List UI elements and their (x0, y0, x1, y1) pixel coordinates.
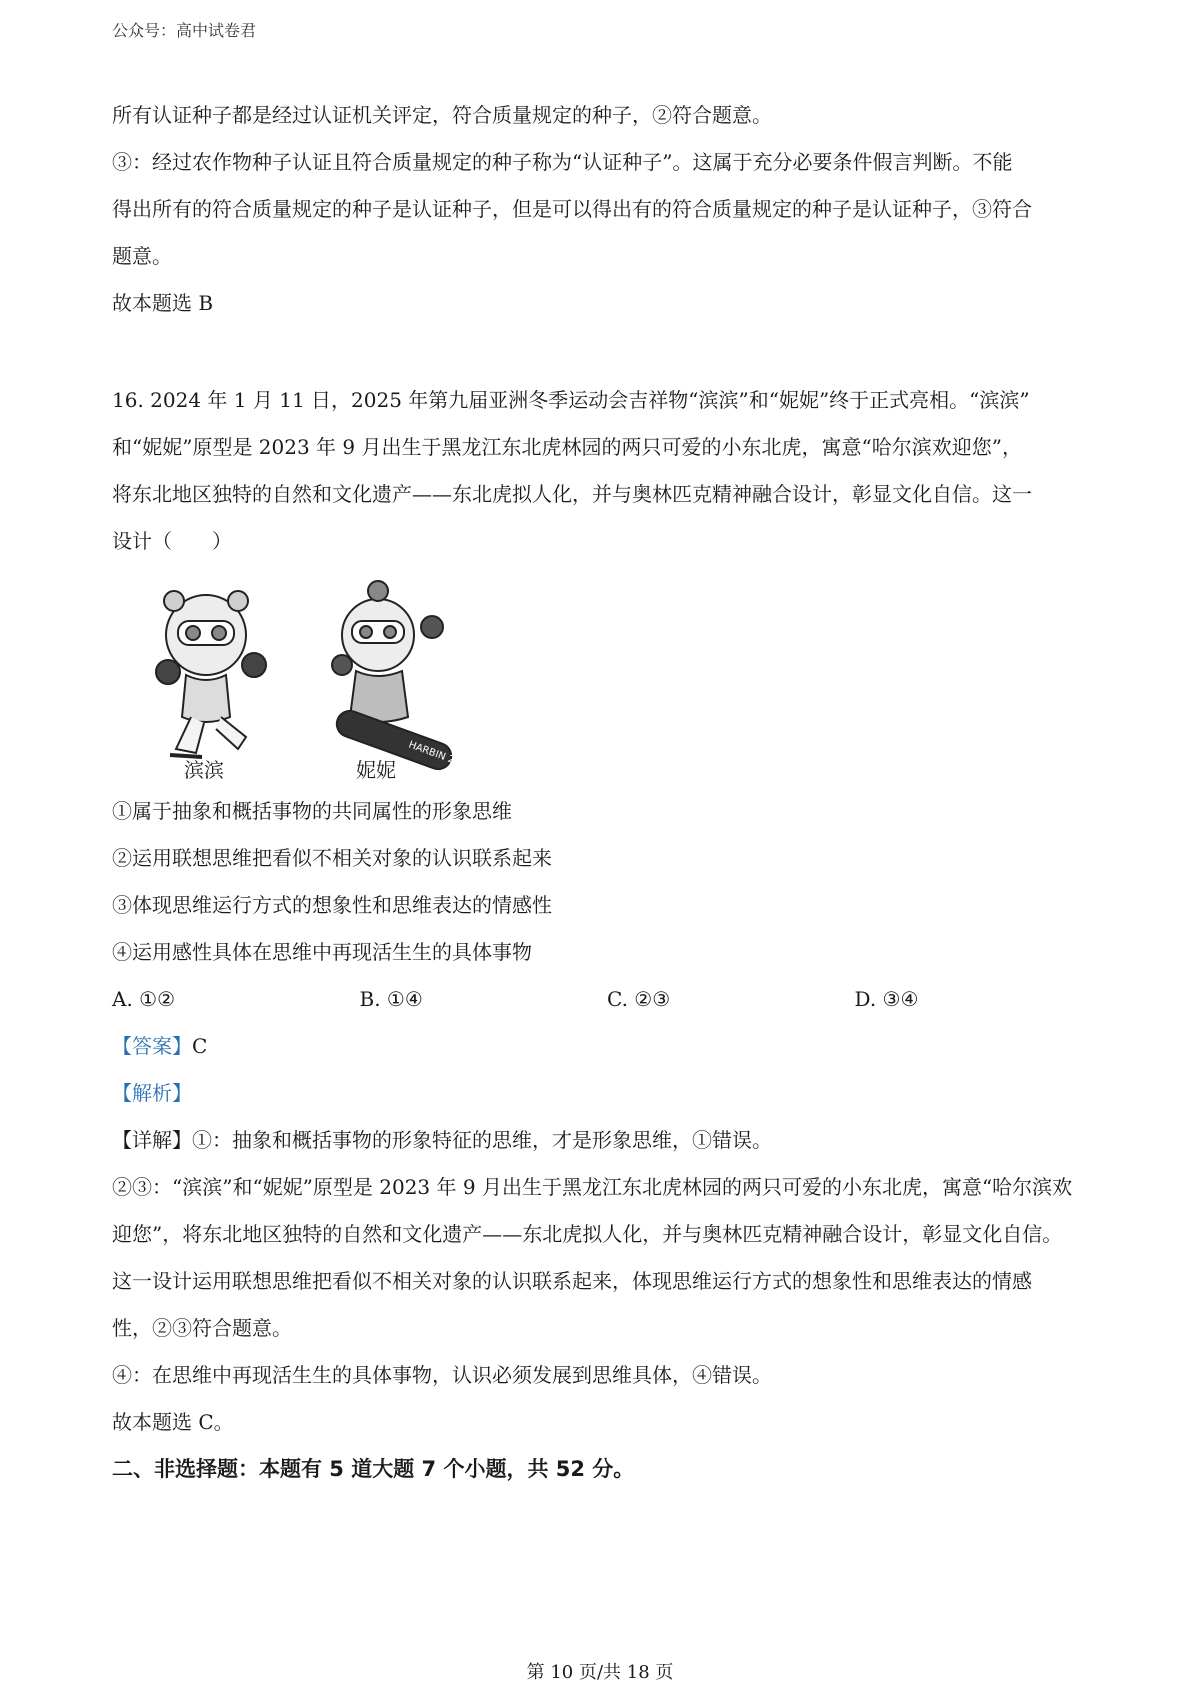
prev-answer-line: ③：经过农作物种子认证且符合质量规定的种子称为“认证种子”。这属于充分必要条件假言判断。不能 (112, 150, 1013, 174)
answer-line (112, 1023, 1102, 1070)
option-d: D. ③④ (854, 987, 919, 1011)
detail-line: 迎您”，将东北地区独特的自然和文化遗产——东北虎拟人化，并与奥林匹克精神融合设计，彰显文化自信。 (112, 1222, 1063, 1246)
statement-4: ④运用感性具体在思维中再现活生生的具体事物 (112, 940, 532, 964)
mascot-nini-label: 妮妮 (356, 758, 396, 782)
detail-line (112, 1117, 1102, 1164)
mascot-nini-image (332, 581, 455, 773)
question-16-stem: 和“妮妮”原型是 2023 年 9 月出生于黑龙江东北虎林园的两只可爱的小东北虎，寓意“哈尔滨欢迎您”， (112, 435, 1022, 459)
analysis-line (112, 1070, 1102, 1117)
prev-answer-line: 得出所有的符合质量规定的种子是认证种子，但是可以得出有的符合质量规定的种子是认证种子，③符合 (112, 197, 1032, 221)
answer-options (112, 976, 1102, 1023)
page-footer: 第 10 页/共 18 页 (526, 1662, 674, 1683)
answer-tag: 【答案】 (112, 1034, 192, 1058)
question-16-stem: 设计（ ） (112, 529, 232, 553)
question-16-stem: 16. 2024 年 1 月 11 日，2025 年第九届亚洲冬季运动会吉祥物“滨滨”和“妮妮”终于正式亮相。“滨滨” (112, 388, 1030, 412)
prev-conclusion: 故本题选 B (112, 291, 214, 315)
statement-3: ③体现思维运行方式的想象性和思维表达的情感性 (112, 893, 552, 917)
question-16-stem: 将东北地区独特的自然和文化遗产——东北虎拟人化，并与奥林匹克精神融合设计，彰显文化自信。这一 (112, 482, 1032, 506)
q16-conclusion: 故本题选 C。 (112, 1410, 234, 1434)
detail-text: ①：抽象和概括事物的形象特征的思维，才是形象思维，①错误。 (192, 1128, 772, 1152)
page-content (112, 92, 1102, 1493)
statement-2: ②运用联想思维把看似不相关对象的认识联系起来 (112, 846, 552, 870)
prev-answer-line: 题意。 (112, 244, 172, 268)
page-header: 公众号：高中试卷君 (112, 21, 257, 40)
analysis-tag: 【解析】 (112, 1081, 192, 1105)
mascot-binbin-image (156, 591, 266, 757)
option-b: B. ①④ (359, 987, 423, 1011)
snowboard-text: HARBIN 2025 (406, 739, 474, 773)
mascot-illustration (146, 577, 486, 782)
detail-tag: 【详解】 (112, 1128, 192, 1152)
option-a: A. ①② (112, 987, 176, 1011)
detail-line: 性，②③符合题意。 (112, 1316, 292, 1340)
detail-line: ④：在思维中再现活生生的具体事物，认识必须发展到思维具体，④错误。 (112, 1363, 772, 1387)
detail-line: 这一设计运用联想思维把看似不相关对象的认识联系起来，体现思维运行方式的想象性和思维表达的情感 (112, 1269, 1032, 1293)
mascot-figure (146, 577, 486, 782)
prev-answer-line: 所有认证种子都是经过认证机关评定，符合质量规定的种子，②符合题意。 (112, 103, 772, 127)
answer-value: C (192, 1034, 208, 1058)
mascot-binbin-label: 滨滨 (184, 758, 224, 782)
section-title: 二、非选择题：本题有 5 道大题 7 个小题，共 52 分。 (112, 1457, 635, 1481)
statement-1: ①属于抽象和概括事物的共同属性的形象思维 (112, 799, 512, 823)
option-c: C. ②③ (607, 987, 671, 1011)
detail-line: ②③：“滨滨”和“妮妮”原型是 2023 年 9 月出生于黑龙江东北虎林园的两只可爱的小东北虎，寓意“哈尔滨欢 (112, 1175, 1073, 1199)
